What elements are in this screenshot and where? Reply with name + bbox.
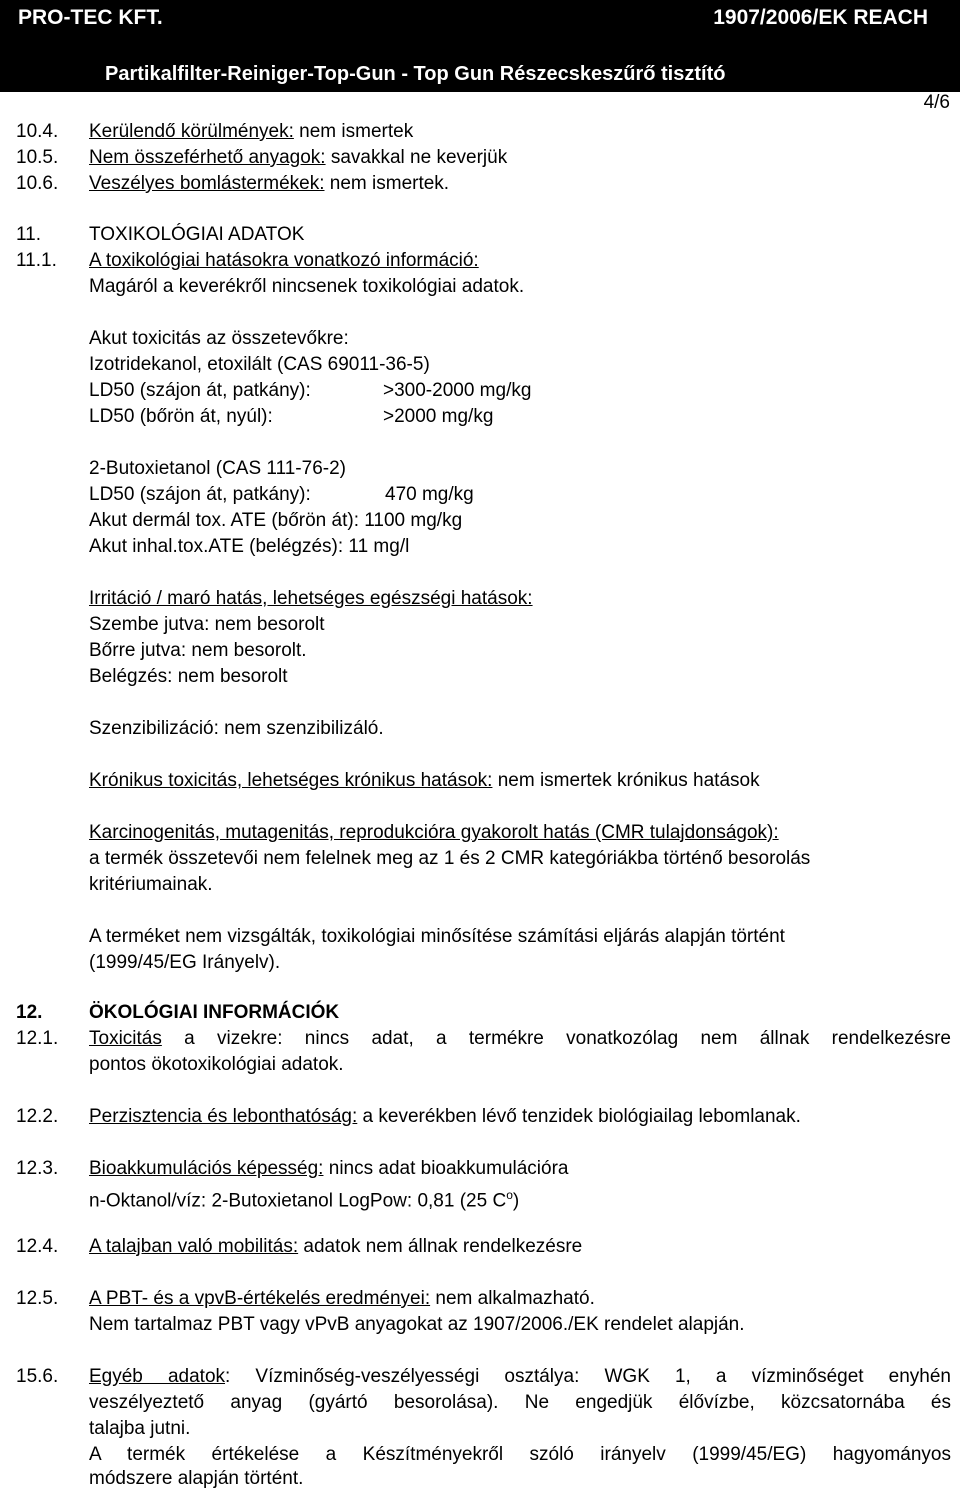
item-number: 10.5. (16, 147, 59, 168)
subheading: Akut toxicitás az összetevőkre: (89, 328, 349, 349)
item-number: 15.6. (16, 1366, 59, 1387)
text-line: Belégzés: nem besorolt (89, 666, 288, 687)
value: >300-2000 mg/kg (383, 380, 532, 401)
value: 470 mg/kg (385, 484, 474, 505)
item-text: Toxicitás a vizekre: nincs adat, a termékre vonatkozólag nem állnak rendelkezésre (89, 1028, 951, 1049)
section-title: TOXIKOLÓGIAI ADATOK (89, 224, 305, 245)
section-number: 11. (16, 224, 42, 245)
section-number: 12. (16, 1002, 43, 1023)
subheading: Irritáció / maró hatás, lehetséges egészségi hatások: (89, 588, 533, 609)
text-line: Bőrre jutva: nem besorolt. (89, 640, 307, 661)
item-text: A termék értékelése a Készítményekről szóló irányelv (1999/45/EG) hagyományos (89, 1444, 951, 1465)
item-text: Perzisztencia és lebonthatóság: a keverékben lévő tenzidek biológiailag lebomlanak. (89, 1106, 801, 1127)
item-text: veszélyeztető anyag (gyártó besorolása). Ne engedjük élővízbe, közcsatornába és (89, 1392, 951, 1413)
text-line: (1999/45/EG Irányelv). (89, 952, 281, 973)
value-label: LD50 (szájon át, patkány): (89, 484, 311, 505)
text-line: Krónikus toxicitás, lehetséges krónikus hatások: nem ismertek krónikus hatások (89, 770, 760, 791)
value-line: Akut inhal.tox.ATE (belégzés): 11 mg/l (89, 536, 410, 557)
value-line: Akut dermál tox. ATE (bőrön át): 1100 mg/kg (89, 510, 463, 531)
item-text: talajba jutni. (89, 1418, 191, 1439)
text-line: kritériumainak. (89, 874, 213, 895)
item-text: A PBT- és a vpvB-értékelés eredményei: nem alkalmazható. (89, 1288, 595, 1309)
item-text: módszere alapján történt. (89, 1468, 304, 1489)
company-name: PRO-TEC KFT. (18, 6, 163, 29)
component-name: 2-Butoxietanol (CAS 111-76-2) (89, 458, 346, 479)
text-line: Szembe jutva: nem besorolt (89, 614, 325, 635)
value-label: LD50 (bőrön át, nyúl): (89, 406, 273, 427)
item-text: Egyéb adatok: Vízminőség-veszélyességi osztálya: WGK 1, a vízminőséget enyhén (89, 1366, 951, 1387)
item-number: 11.1. (16, 250, 57, 271)
item-number: 12.5. (16, 1288, 59, 1309)
value-label: LD50 (szájon át, patkány): (89, 380, 311, 401)
item-number: 12.4. (16, 1236, 59, 1257)
text-line: Szenzibilizáció: nem szenzibilizáló. (89, 718, 384, 739)
text-line: a termék összetevői nem felelnek meg az 1 és 2 CMR kategóriákba történő besorolás (89, 848, 811, 869)
header-bar (0, 0, 960, 92)
item-text: Kerülendő körülmények: nem ismertek (89, 121, 414, 142)
item-text: Nem tartalmaz PBT vagy vPvB anyagokat az 1907/2006./EK rendelet alapján. (89, 1314, 745, 1335)
item-text: Veszélyes bomlástermékek: nem ismertek. (89, 173, 450, 194)
item-text: Magáról a keverékről nincsenek toxikológiai adatok. (89, 276, 525, 297)
item-number: 12.3. (16, 1158, 59, 1179)
item-number: 10.4. (16, 121, 59, 142)
item-text: A talajban való mobilitás: adatok nem állnak rendelkezésre (89, 1236, 583, 1257)
item-text: Bioakkumulációs képesség: nincs adat bioakkumulációra (89, 1158, 569, 1179)
item-number: 12.1. (16, 1028, 59, 1049)
page-number: 4/6 (923, 92, 950, 113)
section-title: ÖKOLÓGIAI INFORMÁCIÓK (89, 1002, 340, 1023)
item-number: 12.2. (16, 1106, 59, 1127)
item-text: pontos ökotoxikológiai adatok. (89, 1054, 344, 1075)
item-text: A toxikológiai hatásokra vonatkozó információ: (89, 250, 479, 271)
product-name: Partikalfilter-Reiniger-Top-Gun - Top Gun Részecskeszűrő tisztító (105, 63, 726, 85)
subheading: Karcinogenitás, mutagenitás, reprodukcióra gyakorolt hatás (CMR tulajdonságok): (89, 822, 779, 843)
text-line: A terméket nem vizsgálták, toxikológiai minősítése számítási eljárás alapján történt (89, 926, 785, 947)
component-name: Izotridekanol, etoxilált (CAS 69011-36-5) (89, 354, 430, 375)
item-number: 10.6. (16, 173, 59, 194)
regulation-ref: 1907/2006/EK REACH (713, 6, 928, 29)
item-text: Nem összeférhető anyagok: savakkal ne keverjük (89, 147, 508, 168)
value: >2000 mg/kg (383, 406, 494, 427)
item-text: n-Oktanol/víz: 2-Butoxietanol LogPow: 0,81 (25 $C^o$) (89, 1188, 520, 1212)
